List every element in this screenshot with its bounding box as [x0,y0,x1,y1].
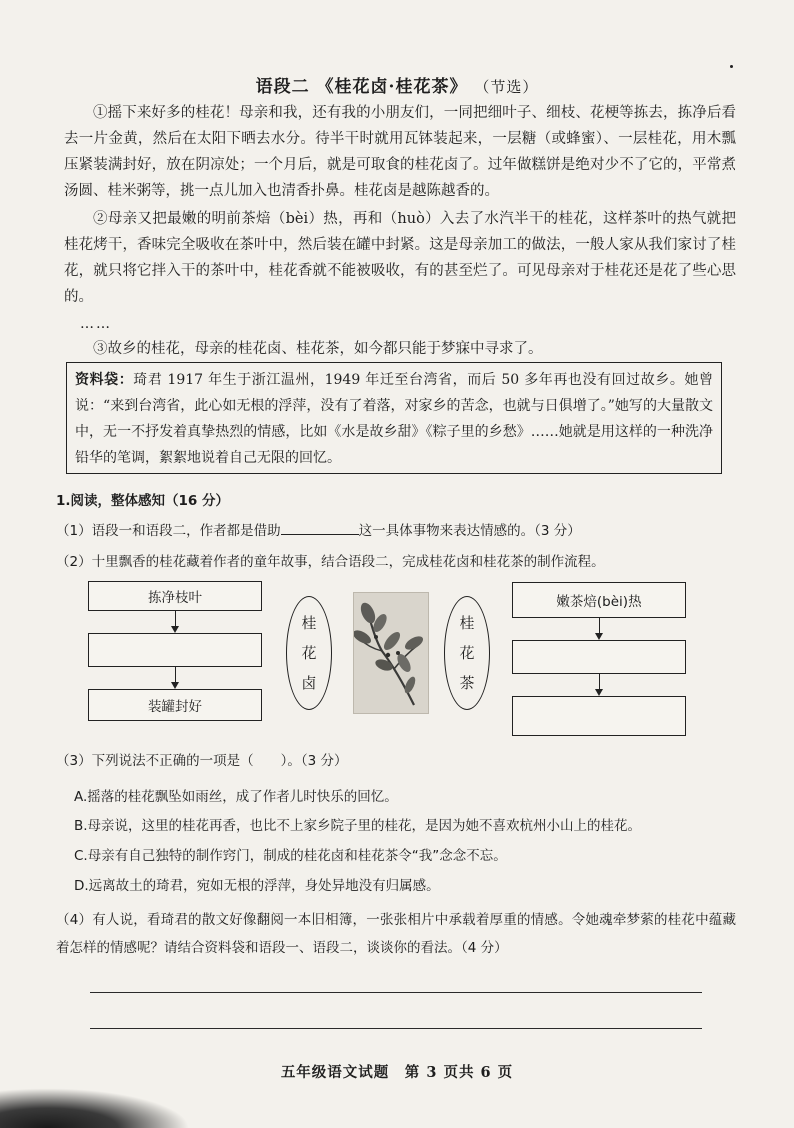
corner-shadow [0,1088,190,1128]
answer-line-2[interactable] [90,1028,702,1029]
question-1-1 [56,520,581,542]
flow-left-step-2[interactable] [88,633,262,667]
ink-dot [730,65,733,68]
osmanthus-branch-image [353,592,429,714]
flow-left-arrow-1 [175,611,176,631]
question-1-1-after: 这一具体事物来表达情感的。（3 分） [358,523,581,539]
flow-left-step-1: 拣净枝叶 [88,581,262,611]
option-c: C.母亲有自己独特的制作窍门，制成的桂花卤和桂花茶令“我”念念不忘。 [74,848,507,864]
answer-line-1[interactable] [90,992,702,993]
answer-blank-1[interactable] [281,520,359,535]
oval-left-char-3: 卤 [301,674,317,692]
section-title-note: （节选） [474,78,539,96]
oval-guihuacha [444,596,490,710]
oval-right-char-1: 桂 [459,614,475,632]
flow-right-arrow-2 [599,674,600,694]
flow-left-step-3: 装罐封好 [88,689,262,721]
info-box-lead: 资料袋： [75,372,134,388]
section-title [0,72,794,97]
page-footer: 五年级语文试题 第 3 页共 6 页 [280,1064,514,1081]
oval-left-char-1: 桂 [301,614,317,632]
question-1-heading: 1.阅读，整体感知（16 分） [56,493,230,509]
question-1-4: （4）有人说，看琦君的散文好像翻阅一本旧相簿，一张张相片中承载着厚重的情感。令她魂牵梦萦的桂花中蕴藏着怎样的情感呢？请结合资料袋和语段一、语段二，谈谈你的看法。（4 分） [56,912,736,956]
question-1-3: （3）下列说法不正确的一项是（ ）。（3 分） [56,753,348,769]
flow-right-step-3[interactable] [512,696,686,736]
oval-left-char-2: 花 [301,644,317,662]
section-title-main: 语段二 《桂花卤·桂花茶》 [255,77,468,97]
paragraph-1: ①摇下来好多的桂花！母亲和我，还有我的小朋友们，一同把细叶子、细枝、花梗等拣去，拣净后看去一片金黄，然后在太阳下晒去水分。待半干时就用瓦钵装起来，一层糖（或蜂蜜）、一层桂花，用木瓢压紧装满封好，放在阴凉处；一个月后，就是可取食的桂花卤了。过年做糕饼是绝对少不了它的，平常煮汤圆、桂米粥等，挑一点儿加入也清香扑鼻。桂花卤是越陈越香的。 [64,105,736,199]
info-box [66,362,722,474]
oval-right-char-2: 花 [459,644,475,662]
flow-right-step-1: 嫩茶焙(bèi)热 [512,582,686,618]
question-1-1-before: （1）语段一和语段二，作者都是借助 [56,523,281,539]
option-d: D.远离故土的琦君，宛如无根的浮萍，身处异地没有归属感。 [74,878,440,894]
question-1-2: （2）十里飘香的桂花藏着作者的童年故事，结合语段二，完成桂花卤和桂花茶的制作流程。 [56,554,605,570]
flow-left-arrow-2 [175,667,176,687]
oval-guihualu [286,596,332,710]
flow-right-arrow-1 [599,618,600,638]
oval-right-char-3: 茶 [459,674,475,692]
paragraph-3: ③故乡的桂花，母亲的桂花卤、桂花茶，如今都只能于梦寐中寻求了。 [93,341,543,357]
info-box-text: 琦君 1917 年生于浙江温州，1949 年迁至台湾省，而后 50 多年再也没有回过故乡。她曾说：“来到台湾省，此心如无根的浮萍，没有了着落，对家乡的苦念，也就与日俱增了。”她写的大量散文中，无一不抒发着真挚热烈的情感，比如《水是故乡甜》《粽子里的乡愁》……她就是用这样的一种洗净铅华的笔调，絮絮地说着自己无限的回忆。 [75,372,714,466]
option-a: A.摇落的桂花飘坠如雨丝，成了作者儿时快乐的回忆。 [74,789,398,805]
flow-right-step-2[interactable] [512,640,686,674]
paragraph-2: ②母亲又把最嫩的明前茶焙（bèi）热，再和（huò）入去了水汽半干的桂花，这样茶叶的热气就把桂花烤干，香味完全吸收在茶叶中，然后装在罐中封紧。这是母亲加工的做法，一般人家从我们家讨了桂花，就只将它拌入干的茶叶中，桂花香就不能被吸收，有的甚至烂了。可见母亲对于桂花还是花了些心思的。 [64,211,736,305]
option-b: B.母亲说，这里的桂花再香，也比不上家乡院子里的桂花，是因为她不喜欢杭州小山上的桂花。 [74,818,642,834]
ellipsis: …… [80,316,112,332]
